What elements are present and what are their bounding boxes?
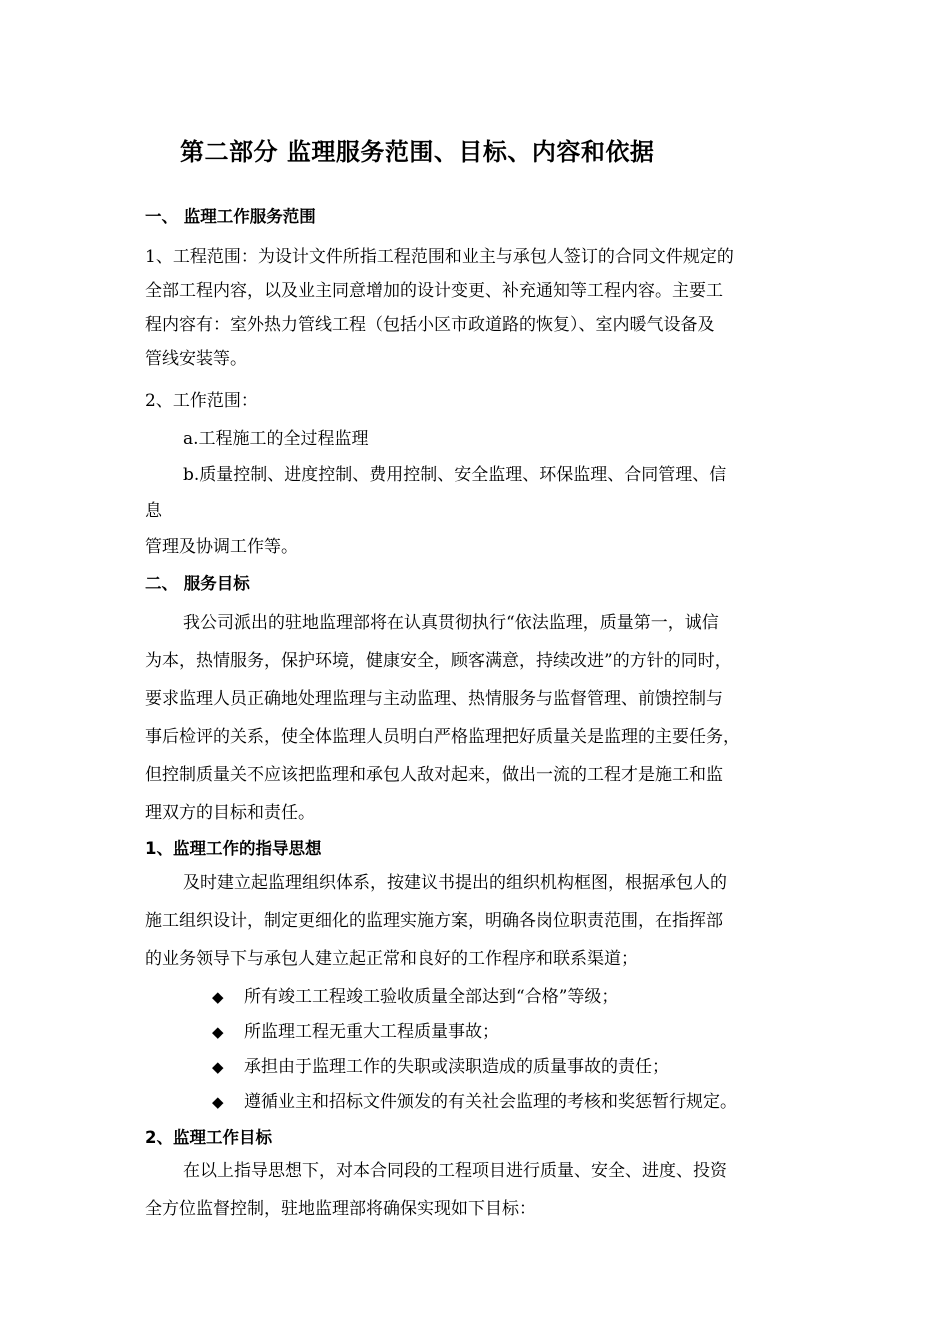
paragraph-line: 管理及协调工作等。 bbox=[145, 537, 298, 557]
subsection-heading: 2、监理工作目标 bbox=[145, 1128, 272, 1147]
section-heading-scope: 一、 监理工作服务范围 bbox=[145, 207, 316, 226]
paragraph-line: 1、工程范围：为设计文件所指工程范围和业主与承包人签订的合同文件规定的 bbox=[145, 247, 734, 267]
paragraph-line: 在以上指导思想下，对本合同段的工程项目进行质量、安全、进度、投资 bbox=[183, 1161, 727, 1181]
bullet-item bbox=[212, 1017, 499, 1042]
bullet-item bbox=[212, 1087, 737, 1112]
paragraph-line: 要求监理人员正确地处理监理与主动监理、热情服务与监督管理、前馈控制与 bbox=[145, 689, 723, 709]
bullet-text: 所监理工程无重大工程质量事故； bbox=[244, 1022, 499, 1042]
diamond-bullet-icon: ◆ bbox=[212, 1058, 224, 1076]
diamond-bullet-icon: ◆ bbox=[212, 988, 224, 1006]
bullet-text: 所有竣工工程竣工验收质量全部达到“合格”等级； bbox=[244, 987, 619, 1007]
paragraph-line: 我公司派出的驻地监理部将在认真贯彻执行“依法监理，质量第一，诚信 bbox=[183, 613, 719, 633]
paragraph-line: 但控制质量关不应该把监理和承包人敌对起来，做出一流的工程才是施工和监 bbox=[145, 765, 723, 785]
page-title: 第二部分 监理服务范围、目标、内容和依据 bbox=[180, 138, 655, 166]
diamond-bullet-icon: ◆ bbox=[212, 1023, 224, 1041]
subsection-heading: 1、监理工作的指导思想 bbox=[145, 839, 322, 858]
section-heading-goals: 二、 服务目标 bbox=[145, 574, 250, 593]
paragraph-line: 的业务领导下与承包人建立起正常和良好的工作程序和联系渠道； bbox=[145, 949, 638, 969]
paragraph-line: 程内容有：室外热力管线工程（包括小区市政道路的恢复）、室内暖气设备及 bbox=[145, 315, 715, 335]
diamond-bullet-icon: ◆ bbox=[212, 1093, 224, 1111]
bullet-item bbox=[212, 1052, 669, 1077]
bullet-text: 承担由于监理工作的失职或渎职造成的质量事故的责任； bbox=[244, 1057, 669, 1077]
paragraph-line: 管线安装等。 bbox=[145, 349, 247, 369]
paragraph-line: 施工组织设计，制定更细化的监理实施方案，明确各岗位职责范围，在指挥部 bbox=[145, 911, 723, 931]
paragraph-line: 息 bbox=[145, 501, 162, 521]
paragraph-line: 及时建立起监理组织体系，按建议书提出的组织机构框图，根据承包人的 bbox=[183, 873, 727, 893]
paragraph-line: 全方位监督控制，驻地监理部将确保实现如下目标： bbox=[145, 1199, 536, 1219]
paragraph-line: 2、工作范围： bbox=[145, 391, 258, 411]
list-item: b.质量控制、进度控制、费用控制、安全监理、环保监理、合同管理、信 bbox=[183, 465, 727, 485]
paragraph-line: 全部工程内容，以及业主同意增加的设计变更、补充通知等工程内容。主要工 bbox=[145, 281, 723, 301]
bullet-text: 遵循业主和招标文件颁发的有关社会监理的考核和奖惩暂行规定。 bbox=[244, 1092, 737, 1112]
paragraph-line: 为本，热情服务，保护环境，健康安全，顾客满意，持续改进”的方针的同时， bbox=[145, 651, 732, 671]
bullet-item bbox=[212, 982, 618, 1007]
list-item: a.工程施工的全过程监理 bbox=[183, 429, 369, 449]
paragraph-line: 理双方的目标和责任。 bbox=[145, 803, 315, 823]
paragraph-line: 事后检评的关系，使全体监理人员明白严格监理把好质量关是监理的主要任务， bbox=[145, 727, 740, 747]
